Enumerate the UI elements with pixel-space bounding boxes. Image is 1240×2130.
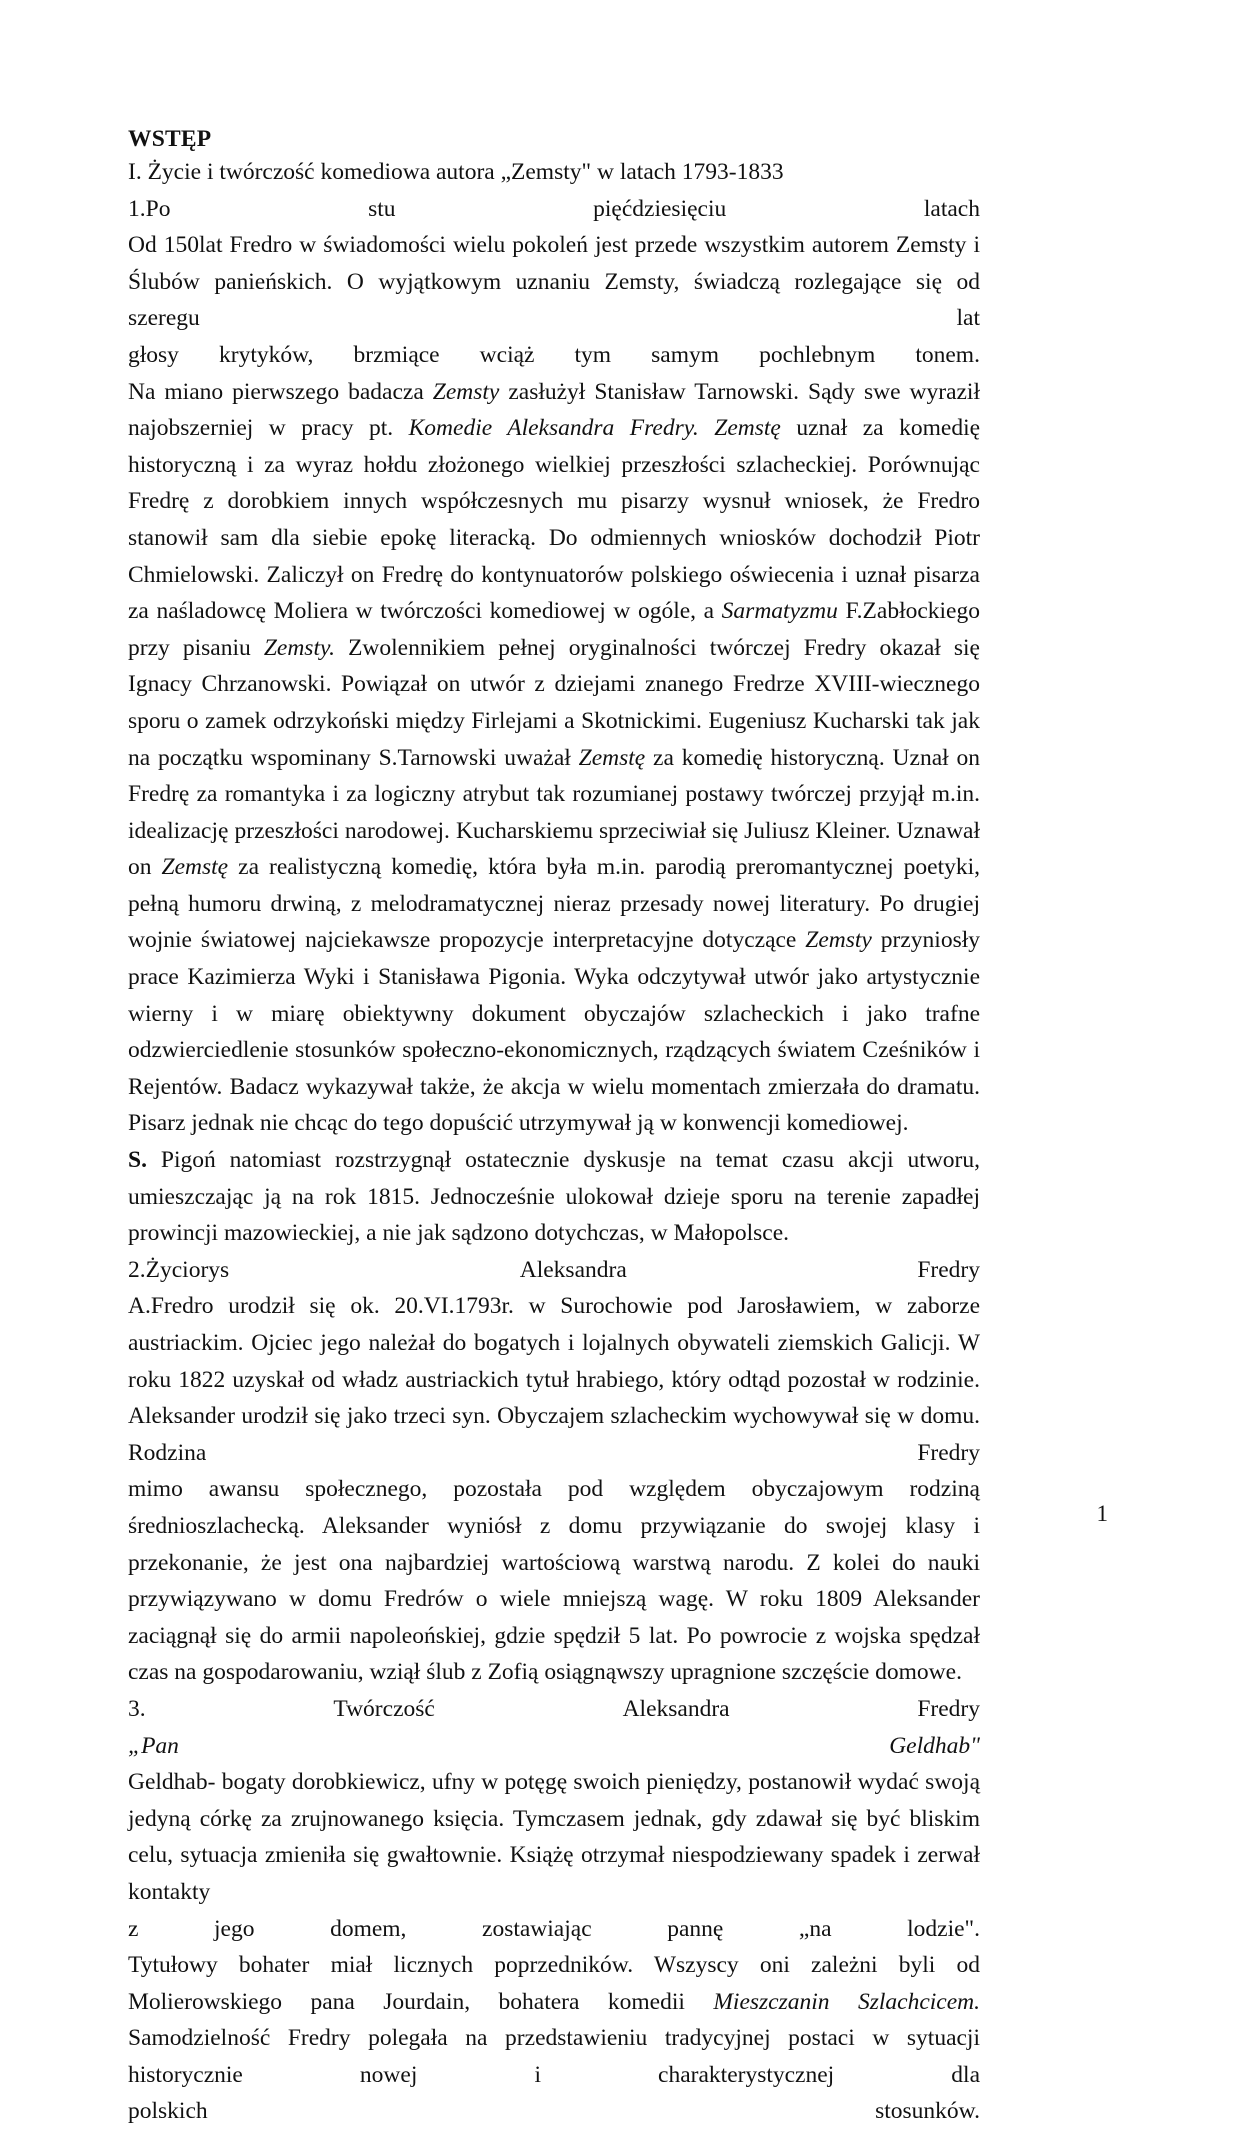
text-run: Pigoń natomiast rozstrzygnął ostatecznie dyskusje na temat czasu akcji utworu, umieszczając ją na rok 1815. Jednocześnie ulokował dzieje sporu na terenie zapadłej prowincji mazowieckiej, a nie jak sądzono dotychczas, w Małopolsce.	[128, 1147, 980, 1247]
text-run: Na miano pierwszego badacza	[128, 378, 433, 405]
paragraph-biography-b: średnioszlachecką. Aleksander wyniósł z domu przywiązanie do swojej klasy i przekonanie, że jest ona najbardziej wartościową warstwą narodu. Z kolei do nauki przywiązywano w domu Fredrów o wiele mniejszą wagę. W roku 1809 Aleksander zaciągnął się do armii napoleońskiej, gdzie spędził 5 lat. Po powrocie z wojska spędzał czas na gospodarowaniu, wziął ślub z Zofią osiągnąwszy upragnione szczęście domowe.	[128, 1512, 980, 1686]
text-run: przyniosły prace Kazimierza Wyki i Stanisława Pigonia. Wyka odczytywał utwór jako artystycznie wierny i w miarę obiektywny dokument obyczajów szlacheckich i jako trafne odzwierciedlenie stosunków społeczno-ekonomicznych, rządzących światem Cześników i Rejentów. Badacz wykazywał także, że akcja w wielu momentach zmierzała do dramatu. Pisarz jednak nie chcąc do tego dopuścić utrzymywał ją w konwencji komediowej.	[128, 927, 980, 1137]
spread-1-word-6: pochlebnym	[759, 341, 876, 368]
spread-3-word-0: z	[128, 1915, 139, 1942]
section-3-heading	[128, 1691, 980, 1728]
work-title-left: „Pan	[128, 1732, 179, 1759]
spread-1-word-1: krytyków,	[219, 341, 314, 368]
text-run: za komedię historyczną. Uznał on Fredrę za romantyka i za logiczny atrybut tak rozumianej postawy twórczej przyjął m.in. idealizację przeszłości narodowej. Kucharskiemu sprzeciwiał się Juliusz Kleiner. Uznawał on	[128, 744, 980, 881]
paragraph-intro-a: Od 150lat Fredro w świadomości wielu pokoleń jest przede wszystkim autorem Zemsty i Ślubów panieńskich. O wyjątkowym uznaniu Zemsty, świadczą rozlegające się od szeregu lat	[128, 232, 980, 332]
title-komedie-aleksandra-fredry: Komedie Aleksandra Fredry.	[408, 415, 699, 442]
work-title-pan-geldhab	[128, 1728, 980, 1765]
spread-line-1	[128, 337, 980, 374]
spread-3-word-4: pannę	[667, 1915, 724, 1942]
section-1-heading	[128, 191, 980, 228]
spread-2-word-0: mimo	[128, 1476, 183, 1503]
section-2-part-1: Aleksandra	[519, 1256, 627, 1283]
section-3-part-1: Twórczość	[333, 1695, 435, 1722]
spread-3-word-6: lodzie".	[907, 1915, 980, 1942]
spread-1-word-4: tym	[574, 341, 612, 368]
title-zemsty-1: Zemsty	[432, 378, 500, 405]
section-1-part-2: pięćdziesięciu	[593, 195, 727, 222]
section-3-part-2: Aleksandra	[622, 1695, 730, 1722]
text-run: za realistyczną komedię, która była m.in. parodią preromantycznej poetyki, pełną humoru drwiną, z melodramatycznej nieraz przesady nowej literatury. Po drugiej wojnie światowej najciekawsze propozycje interpretacyjne dotyczące	[128, 854, 980, 954]
section-2-heading	[128, 1252, 980, 1289]
paragraph-geldhab-b	[128, 1947, 980, 2093]
spread-3-word-1: jego	[214, 1915, 255, 1942]
spread-3-word-2: domem,	[330, 1915, 407, 1942]
spread-1-word-0: głosy	[128, 341, 179, 368]
spread-1-word-3: wciąż	[479, 341, 535, 368]
page-title: WSTĘP	[128, 126, 212, 152]
section-1-part-3: latach	[923, 195, 980, 222]
section-2-part-0: 2.Życiorys	[128, 1256, 230, 1283]
spread-3-word-3: zostawiając	[482, 1915, 592, 1942]
spread-3-word-5: „na	[798, 1915, 832, 1942]
spread-1-word-5: samym	[651, 341, 720, 368]
text-run: Samodzielność Fredry polegała na przedstawieniu tradycyjnej postaci w sytuacji historycznie nowej i charakterystycznej dla	[128, 2025, 980, 2088]
title-zemste-1: Zemstę	[714, 415, 781, 442]
paragraph-intro-c	[128, 1142, 980, 1252]
section-1-part-1: stu	[368, 195, 396, 222]
text-run: Zwolennikiem pełnej oryginalności twórczej Fredry okazał się Ignacy Chrzanowski. Powiązał on utwór z dziejami znanego Fredrze XVIII-wiecznego sporu o zamek odrzykoński między Firlejami a Skotnickimi. Eugeniusz Kucharski tak jak na początku wspominany S.Tarnowski uważał	[128, 634, 980, 771]
title-zemsty-3: Zemsty	[805, 927, 872, 954]
text-run: F.Zabłockiego przy pisaniu	[128, 598, 980, 661]
section-3-part-3: Fredry	[917, 1695, 980, 1722]
section-2-part-2: Fredry	[917, 1256, 980, 1283]
spread-1-word-2: brzmiące	[353, 341, 440, 368]
spread-2-word-5: względem	[629, 1476, 726, 1503]
spread-line-4	[128, 2093, 980, 2130]
spread-2-word-4: pod	[567, 1476, 604, 1503]
spread-line-3	[128, 1911, 980, 1948]
text-run: zasłużył Stanisław Tarnowski. Sądy swe wyraził najobszerniej w pracy pt.	[128, 378, 980, 442]
title-mieszczanin-szlachcicem: Mieszczanin Szlachcicem.	[713, 1988, 980, 2015]
text-run: uznał za komedię historyczną i za wyraz hołdu złożonego wielkiej przeszłości szlacheckiej. Porównując Fredrę z dorobkiem innych współczesnych mu pisarzy wysnuł wniosek, że Fredro stanowił sam dla siebie epokę literacką. Do odmiennych wniosków dochodził Piotr Chmielowski. Zaliczył on Fredrę do kontynuatorów polskiego oświecenia i uznał pisarza za naśladowcę Moliera w twórczości komediowej w ogóle, a	[128, 415, 981, 625]
spread-4-word-1: stosunków.	[875, 2098, 980, 2125]
page-number: 1	[1096, 1501, 1108, 1526]
paragraph-geldhab-a: Geldhab- bogaty dorobkiewicz, ufny w potęgę swoich pieniędzy, postanowił wydać swoją jedyną córkę za zrujnowanego księcia. Tymczasem jednak, gdy zdawał się być bliskim celu, sytuacja zmieniła się gwałtownie. Książę otrzymał niespodziewany spadek i zerwał kontakty	[128, 1769, 980, 1905]
spread-1-word-7: tonem.	[915, 341, 980, 368]
spread-4-word-0: polskich	[128, 2098, 208, 2125]
initial-bold-s: S.	[128, 1147, 147, 1174]
title-sarmatyzmu: Sarmatyzmu	[721, 598, 838, 625]
section-3-part-0: 3.	[128, 1695, 146, 1722]
spread-2-word-3: pozostała	[453, 1476, 542, 1503]
spread-2-word-7: rodziną	[909, 1476, 980, 1503]
section-1-part-0: 1.Po	[128, 195, 171, 222]
title-zemsty-2: Zemsty.	[263, 634, 335, 661]
spread-2-word-2: społecznego,	[305, 1476, 428, 1503]
work-title-right: Geldhab"	[889, 1732, 980, 1759]
spread-2-word-6: obyczajowym	[751, 1476, 884, 1503]
spread-2-word-1: awansu	[208, 1476, 280, 1503]
paragraph-intro-b	[128, 374, 980, 1142]
paragraph-biography-a: A.Fredro urodził się ok. 20.VI.1793r. w Surochowie pod Jarosławiem, w zaborze austriackim. Ojciec jego należał do bogatych i lojalnych obywateli ziemskich Galicji. W roku 1822 uzyskał od władz austriackich tytuł hrabiego, który odtąd pozostał w rodzinie. Aleksander urodził się jako trzeci syn. Obyczajem szlacheckim wychowywał się w domu. Rodzina Fredry	[128, 1293, 980, 1466]
text-run: Tytułowy bohater miał licznych poprzedników. Wszyscy oni zależni byli od Molierowskiego pana Jourdain, bohatera komedii	[128, 1952, 980, 2015]
title-zemste-3: Zemstę	[161, 854, 229, 881]
spread-line-2	[128, 1471, 980, 1508]
title-zemste-2: Zemstę	[578, 744, 646, 771]
chapter-heading: I. Życie i twórczość komediowa autora „Zemsty" w latach 1793-1833	[128, 159, 784, 185]
text-run	[699, 415, 715, 441]
document-body	[128, 124, 980, 2130]
